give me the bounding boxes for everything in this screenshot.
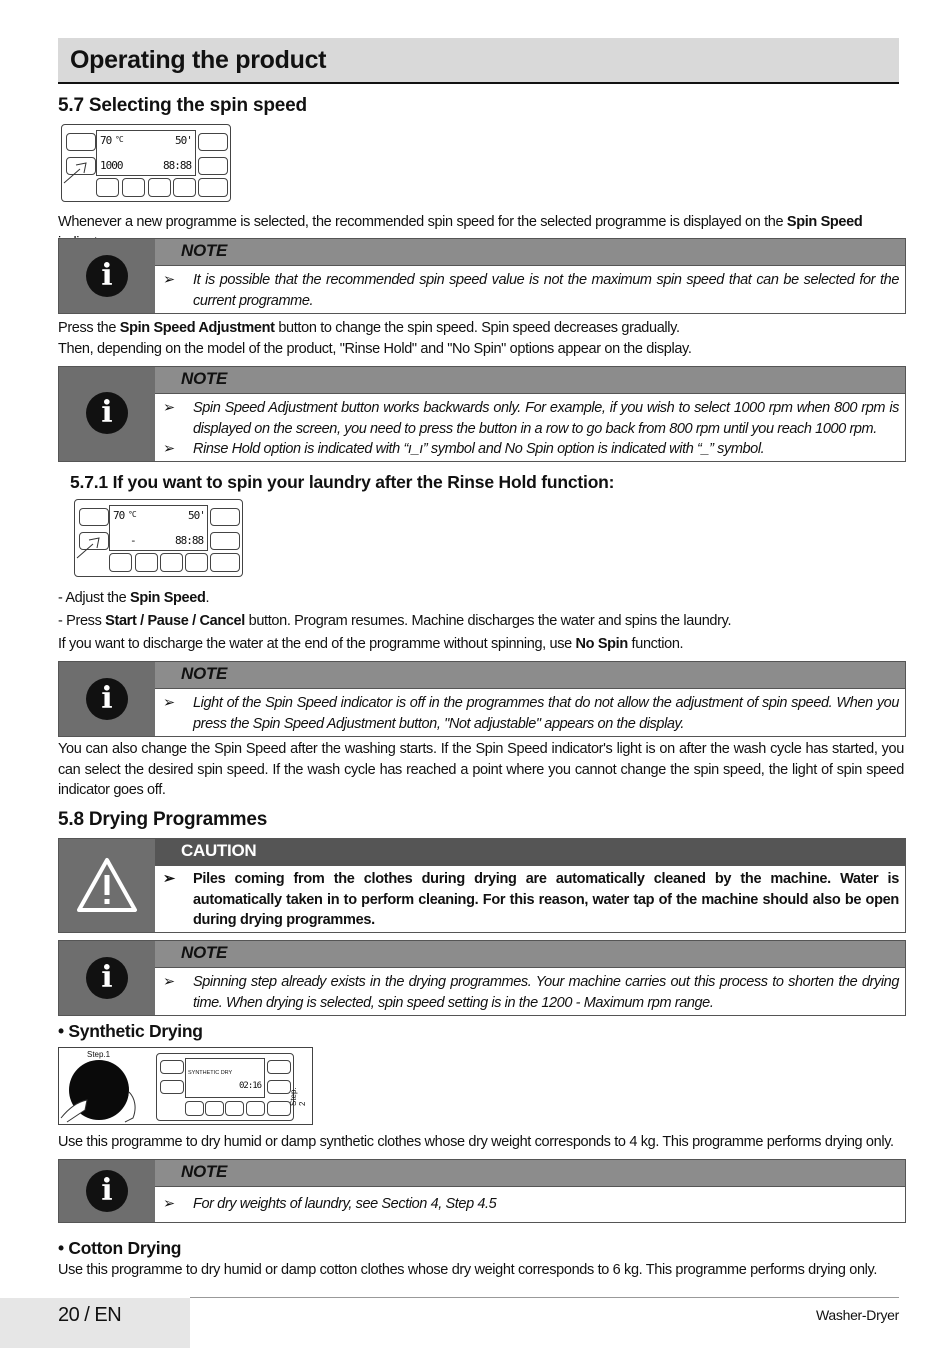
note-box: i NOTE ➢ It is possible that the recommended spin speed value is not the maximum spin speed that can be selected for the current programme. <box>58 238 906 314</box>
synthetic-drying-figure <box>58 1047 313 1125</box>
warning-icon <box>76 857 138 913</box>
note-header: NOTE <box>155 239 905 266</box>
arrow-bullet-icon: ➢ <box>163 1196 175 1212</box>
note-icon-area <box>59 662 155 736</box>
panel-button <box>79 508 109 526</box>
note-icon-area <box>59 239 155 313</box>
caution-header: CAUTION <box>155 839 905 866</box>
footer-divider <box>190 1297 899 1298</box>
panel-button <box>66 133 96 151</box>
panel-button <box>160 1080 184 1094</box>
section-heading-5-7-1: 5.7.1 If you want to spin your laundry after the Rinse Hold function: <box>70 472 615 492</box>
note-header: NOTE <box>155 941 905 968</box>
finger-press-icon <box>75 530 115 560</box>
caution-icon-area <box>59 839 155 932</box>
paragraph: - Press Start / Pause / Cancel button. Program resumes. Machine discharges the water and spins the laundry. <box>58 613 732 629</box>
note-icon-area <box>59 1160 155 1222</box>
panel-button <box>210 553 240 572</box>
display-screen <box>185 1058 265 1098</box>
paragraph: Whenever a new programme is selected, the recommended spin speed for the selected programme is displayed on the Spin Speed <box>58 214 863 230</box>
panel-button <box>185 1101 204 1116</box>
temp-unit: °C <box>115 135 123 144</box>
arrow-bullet-icon: ➢ <box>163 871 175 887</box>
page-title: Operating the product <box>70 46 327 74</box>
info-icon: i <box>86 392 128 434</box>
step-1-label: Step.1 <box>87 1050 111 1059</box>
panel-button <box>135 553 158 572</box>
time-readout: 88:88 <box>175 534 204 547</box>
spin-readout: - <box>130 534 136 547</box>
note-icon-area <box>59 367 155 461</box>
time-top-readout: 50' <box>188 509 205 522</box>
display-screen <box>109 505 208 551</box>
info-icon: i <box>86 678 128 720</box>
panel-button <box>225 1101 244 1116</box>
paragraph: Use this programme to dry humid or damp cotton clothes whose dry weight corresponds to 6 kg. This programme performs drying only. <box>58 1262 878 1278</box>
arrow-bullet-icon: ➢ <box>163 974 175 990</box>
subheading-cotton-drying: • Cotton Drying <box>58 1238 182 1258</box>
panel-button <box>210 508 240 526</box>
panel-button <box>198 133 228 151</box>
panel-button <box>173 178 196 197</box>
start-button <box>267 1101 291 1116</box>
temp-unit: °C <box>128 510 136 519</box>
display-screen <box>96 130 196 176</box>
panel-button <box>246 1101 265 1116</box>
paragraph: Use this programme to dry humid or damp synthetic clothes whose dry weight corresponds to 4 kg. This programme performs drying only. <box>58 1134 894 1150</box>
panel-button <box>148 178 171 197</box>
note-box: i NOTE ➢ Light of the Spin Speed indicator is off in the programmes that do not allow the adjustment of spin speed. When you press the Spin Speed Adjustment button, "Not adjustable" appears on the display. <box>58 661 906 737</box>
page-number: 20 / EN <box>58 1304 122 1326</box>
section-header <box>58 38 899 84</box>
paragraph: Then, depending on the model of the product, "Rinse Hold" and "No Spin" options appear on the display. <box>58 341 692 357</box>
section-heading-5-7: 5.7 Selecting the spin speed <box>58 95 307 116</box>
finger-press-icon <box>62 155 102 185</box>
step-2-label: Step. 2 <box>289 1087 307 1106</box>
note-icon-area <box>59 941 155 1015</box>
screen-programme-label: SYNTHETIC DRY <box>188 1070 233 1076</box>
info-icon: i <box>86 957 128 999</box>
note-header: NOTE <box>155 1160 905 1187</box>
time-readout: 02:16 <box>239 1081 262 1091</box>
panel-button <box>205 1101 224 1116</box>
note-box: i NOTE ➢ For dry weights of laundry, see Section 4, Step 4.5 <box>58 1159 906 1223</box>
time-readout: 88:88 <box>163 159 192 172</box>
paragraph: If you want to discharge the water at the end of the programme without spinning, use No Spin function. <box>58 636 684 652</box>
panel-button <box>198 157 228 175</box>
temp-readout: 70 <box>113 509 125 522</box>
panel-button <box>122 178 145 197</box>
arrow-bullet-icon: ➢ <box>163 272 175 288</box>
note-header: NOTE <box>155 662 905 689</box>
time-top-readout: 50' <box>175 134 192 147</box>
panel-button <box>267 1060 291 1074</box>
control-panel-figure <box>156 1053 294 1121</box>
page-number-block <box>0 1298 190 1348</box>
paragraph: You can also change the Spin Speed after the washing starts. If the Spin Speed indicator's light is on after the wash cycle has started, you can select the desired spin speed. If the wash cycle has reached a point where you cannot change the spin speed, the light of spin speed indicator goes off. <box>58 741 904 798</box>
note-header: NOTE <box>155 367 905 394</box>
paragraph: - Adjust the Spin Speed. <box>58 590 210 606</box>
control-panel-figure <box>61 124 231 202</box>
note-box: i NOTE ➢ Spin Speed Adjustment button works backwards only. For example, if you wish to select 1000 rpm when 800 rpm is displayed on the screen, you need to press the button in a row to go back from 800 rpm until you reach 1000 rpm. ➢ Rinse Hold option is indicated with “ı_ı” symbol and No Spin option is indicated with “_” symbol. <box>58 366 906 462</box>
temp-readout: 70 <box>100 134 112 147</box>
hand-icon <box>59 1078 149 1124</box>
panel-button <box>267 1080 291 1094</box>
note-box: i NOTE ➢ Spinning step already exists in the drying programmes. Your machine carries out this process to shorten the drying time. When drying is selected, spin speed setting is in the 1200 - Maximum rpm range. <box>58 940 906 1016</box>
panel-button <box>185 553 208 572</box>
panel-button <box>198 178 228 197</box>
section-heading-5-8: 5.8 Drying Programmes <box>58 809 268 830</box>
product-name: Washer-Dryer <box>816 1307 899 1323</box>
spin-readout: 1000 <box>100 159 123 172</box>
caution-box: CAUTION ➢ Piles coming from the clothes during drying are automatically cleaned by the machine. Water is automatically taken in to perform cleaning. For this reason, water tap of the machine should also be open during drying programmes. <box>58 838 906 933</box>
arrow-bullet-icon: ➢ <box>163 695 175 711</box>
panel-button <box>210 532 240 550</box>
arrow-bullet-icon: ➢ <box>163 441 175 457</box>
subheading-synthetic-drying: • Synthetic Drying <box>58 1021 203 1041</box>
info-icon: i <box>86 255 128 297</box>
paragraph: Press the Spin Speed Adjustment button to change the spin speed. Spin speed decreases gradually. <box>58 320 680 336</box>
control-panel-figure <box>74 499 243 577</box>
info-icon: i <box>86 1170 128 1212</box>
arrow-bullet-icon: ➢ <box>163 400 175 416</box>
panel-button <box>160 1060 184 1074</box>
panel-button <box>160 553 183 572</box>
